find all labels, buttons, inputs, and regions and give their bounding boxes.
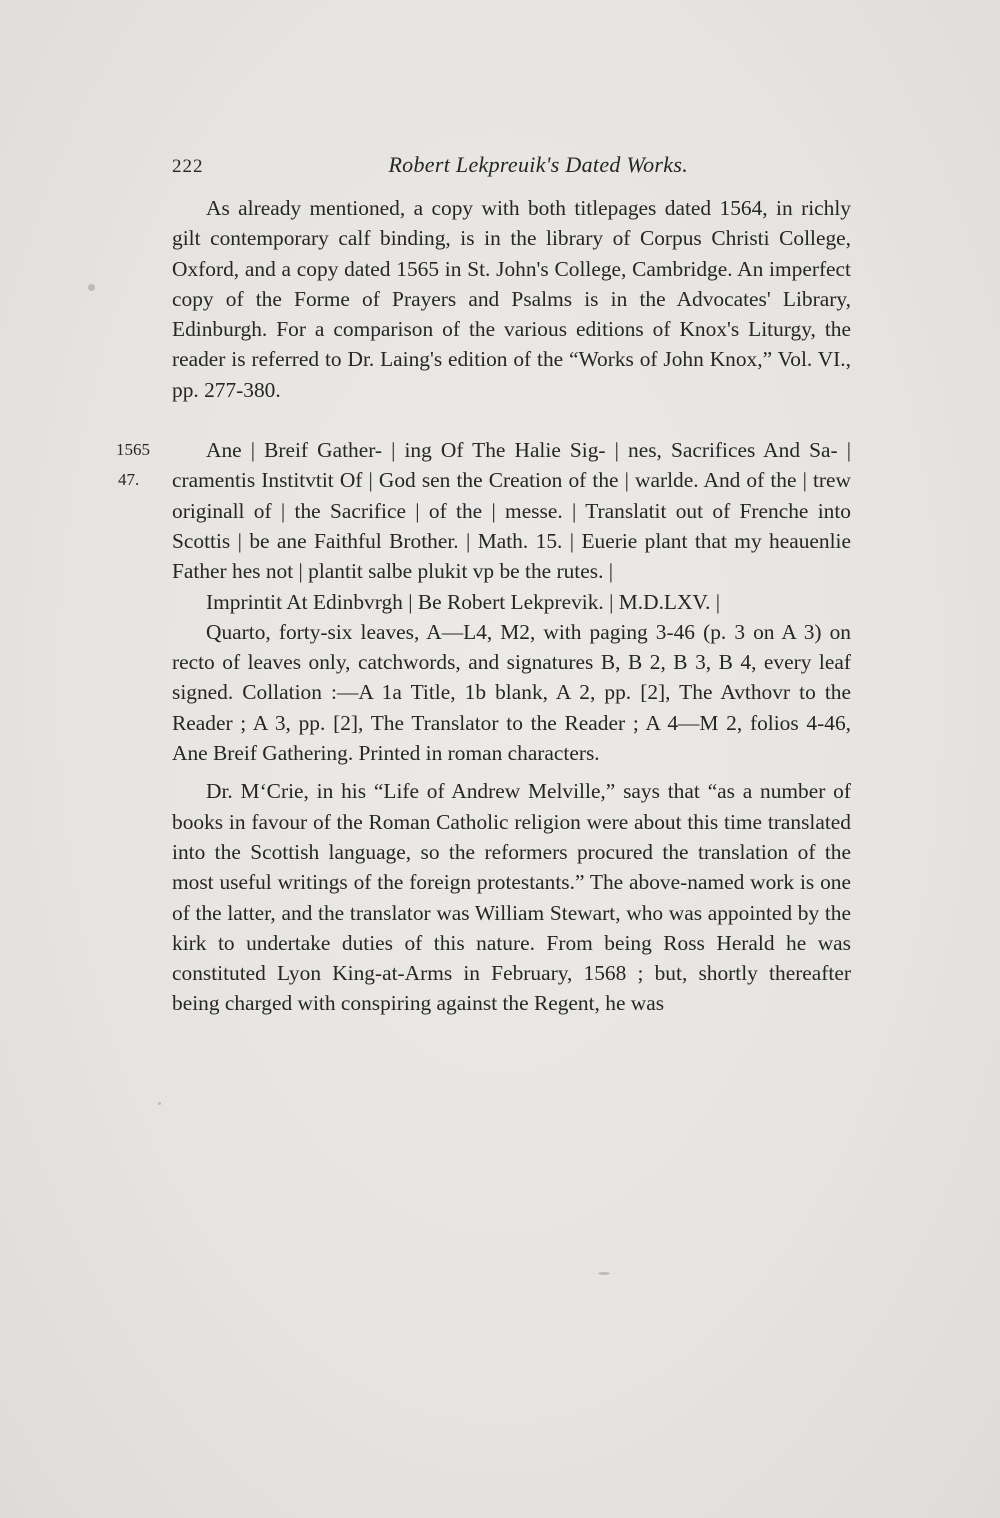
running-title: Robert Lekpreuik's Dated Works.: [388, 152, 688, 177]
intro-paragraph: As already mentioned, a copy with both titlepages dated 1564, in richly gilt contemporary calf binding, is in the library of Corpus Christi College, Oxford, and a copy dated 1565 in St. John's College, Cambridge. An imperfect copy of the Forme of Prayers and Psalms is in the Advocates' Library, Edinburgh. For a comparison of the various editions of Knox's Liturgy, the reader is referred to Dr. Laing's edition of the “Works of John Knox,” Vol. VI., pp. 277-380.: [172, 196, 851, 402]
imprint-paragraph: Imprintit At Edinbvrgh | Be Robert Lekprevik. | M.D.LXV. |: [206, 589, 721, 614]
collation-paragraph: Quarto, forty-six leaves, A—L4, M2, with paging 3-46 (p. 3 on A 3) on recto of leaves only, catchwords, and signatures B, B 2, B 3, B 4, every leaf signed. Collation :—A 1a Title, 1b blank, A 2, pp. [2], The Avthovr to the Reader ; A 3, pp. [2], The Translator to the Reader ; A 4—M 2, folios 4-46, Ane Breif Gathering. Printed in roman characters.: [172, 619, 851, 766]
page-number: 222: [172, 156, 204, 177]
margin-entry-number: 47.: [118, 470, 140, 490]
paper-speck: [88, 284, 95, 291]
commentary-paragraph: Dr. M‘Crie, in his “Life of Andrew Melville,” says that “as a number of books in favour of the Roman Catholic religion were about this time translated into the Scottish language, so the reformers procured the translation of the most useful writings of the foreign protestants.” The above-named work is one of the latter, and the translator was William Stewart, who was appointed by the kirk to undertake duties of this nature. From being Ross Herald he was constituted Lyon King-at-Arms in February, 1568 ; but, shortly thereafter being charged with conspiring against the Regent, he was: [172, 779, 851, 1016]
margin-year: 1565: [116, 440, 150, 460]
paper-speck: [158, 1102, 161, 1105]
page-header: [172, 152, 688, 186]
body-text: [116, 193, 851, 1019]
paper-speck: [598, 1272, 610, 1275]
entry-title-paragraph: Ane | Breif Gather- | ing Of The Halie Sig- | nes, Sacrifices And Sa- | cramentis Institvtit Of | God sen the Creation of the | warlde. And of the | trew originall of | the Sacrifice | of the | messe. | Translatit out of Frenche into Scottis | be ane Faithful Brother. | Math. 15. | Euerie plant that my heauenlie Father hes not | plantit salbe plukit vp be the rutes. |: [172, 438, 851, 584]
bibliography-entry: [116, 435, 851, 1019]
